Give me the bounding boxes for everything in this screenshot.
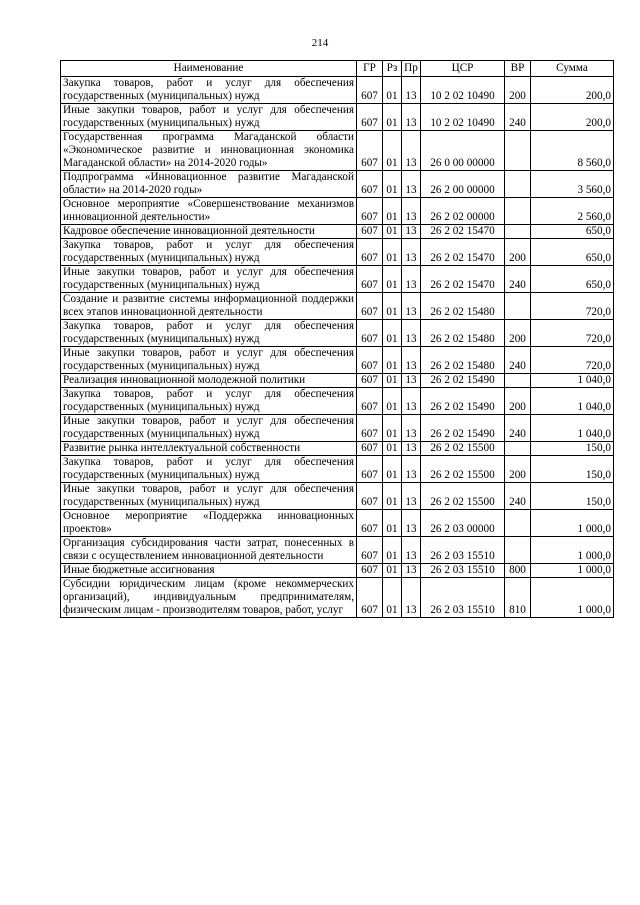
row-rz: 01 [383, 171, 402, 198]
row-vr [505, 537, 531, 564]
row-vr [505, 374, 531, 388]
table-row [61, 537, 614, 564]
row-gr: 607 [357, 388, 383, 415]
table-row [61, 131, 614, 171]
row-vr: 200 [505, 388, 531, 415]
row-pr: 13 [402, 564, 421, 578]
table-row [61, 104, 614, 131]
row-gr: 607 [357, 347, 383, 374]
row-sum: 1 040,0 [531, 415, 614, 442]
header-rz: Рз [383, 61, 402, 77]
row-sum: 650,0 [531, 266, 614, 293]
row-name: Развитие рынка интеллектуальной собственности [61, 442, 357, 456]
row-csr: 26 2 02 15490 [421, 415, 505, 442]
row-csr: 26 2 03 15510 [421, 564, 505, 578]
row-name: Государственная программа Магаданской области «Экономическое развитие и инновационная экономика Магаданской области» на 2014-2020 годы» [61, 131, 357, 171]
row-csr: 26 2 02 15470 [421, 239, 505, 266]
row-vr: 200 [505, 456, 531, 483]
row-pr: 13 [402, 456, 421, 483]
row-csr: 26 2 02 15470 [421, 266, 505, 293]
row-vr: 800 [505, 564, 531, 578]
table-row [61, 483, 614, 510]
row-gr: 607 [357, 239, 383, 266]
row-csr: 26 2 02 15490 [421, 374, 505, 388]
row-gr: 607 [357, 510, 383, 537]
row-rz: 01 [383, 266, 402, 293]
row-vr: 240 [505, 483, 531, 510]
row-sum: 2 560,0 [531, 198, 614, 225]
row-vr: 200 [505, 320, 531, 347]
row-vr: 240 [505, 347, 531, 374]
row-pr: 13 [402, 320, 421, 347]
row-csr: 26 2 02 15480 [421, 320, 505, 347]
table-row [61, 510, 614, 537]
row-rz: 01 [383, 198, 402, 225]
header-gr: ГР [357, 61, 383, 77]
row-name: Иные закупки товаров, работ и услуг для обеспечения государственных (муниципальных) нужд [61, 347, 357, 374]
row-csr: 26 2 02 15470 [421, 225, 505, 239]
row-pr: 13 [402, 483, 421, 510]
table-row [61, 171, 614, 198]
row-gr: 607 [357, 483, 383, 510]
row-sum: 200,0 [531, 104, 614, 131]
row-pr: 13 [402, 415, 421, 442]
row-pr: 13 [402, 171, 421, 198]
row-rz: 01 [383, 456, 402, 483]
row-pr: 13 [402, 388, 421, 415]
row-name: Субсидии юридическим лицам (кроме некоммерческих организаций), индивидуальным предпринимателям, физическим лицам - производителям товаров, работ, услуг [61, 578, 357, 618]
row-vr [505, 225, 531, 239]
row-gr: 607 [357, 564, 383, 578]
row-pr: 13 [402, 225, 421, 239]
row-name: Иные бюджетные ассигнования [61, 564, 357, 578]
row-gr: 607 [357, 131, 383, 171]
row-pr: 13 [402, 293, 421, 320]
row-name: Основное мероприятие «Совершенствование механизмов инновационной деятельности» [61, 198, 357, 225]
header-csr: ЦСР [421, 61, 505, 77]
row-vr [505, 131, 531, 171]
row-sum: 1 000,0 [531, 537, 614, 564]
row-rz: 01 [383, 578, 402, 618]
row-pr: 13 [402, 347, 421, 374]
row-name: Создание и развитие системы информационной поддержки всех этапов инновационной деятельности [61, 293, 357, 320]
row-rz: 01 [383, 239, 402, 266]
table-row [61, 564, 614, 578]
row-sum: 1 000,0 [531, 564, 614, 578]
budget-table [60, 60, 614, 618]
page-number: 214 [311, 37, 329, 49]
row-csr: 26 2 02 15480 [421, 347, 505, 374]
row-gr: 607 [357, 374, 383, 388]
row-name: Закупка товаров, работ и услуг для обеспечения государственных (муниципальных) нужд [61, 456, 357, 483]
row-gr: 607 [357, 293, 383, 320]
table-row [61, 239, 614, 266]
row-csr: 26 2 02 15480 [421, 293, 505, 320]
row-pr: 13 [402, 104, 421, 131]
table-row [61, 266, 614, 293]
row-gr: 607 [357, 171, 383, 198]
row-sum: 720,0 [531, 293, 614, 320]
row-name: Кадровое обеспечение инновационной деятельности [61, 225, 357, 239]
row-gr: 607 [357, 537, 383, 564]
row-rz: 01 [383, 483, 402, 510]
table-row [61, 320, 614, 347]
table-row [61, 374, 614, 388]
row-rz: 01 [383, 442, 402, 456]
row-pr: 13 [402, 131, 421, 171]
header-vr: ВР [505, 61, 531, 77]
row-gr: 607 [357, 104, 383, 131]
row-sum: 1 040,0 [531, 374, 614, 388]
row-pr: 13 [402, 537, 421, 564]
header-row [61, 61, 614, 77]
row-gr: 607 [357, 442, 383, 456]
table-row [61, 578, 614, 618]
row-rz: 01 [383, 104, 402, 131]
row-vr [505, 510, 531, 537]
row-rz: 01 [383, 131, 402, 171]
row-rz: 01 [383, 293, 402, 320]
row-name: Иные закупки товаров, работ и услуг для обеспечения государственных (муниципальных) нужд [61, 266, 357, 293]
table-row [61, 77, 614, 104]
row-rz: 01 [383, 374, 402, 388]
row-name: Закупка товаров, работ и услуг для обеспечения государственных (муниципальных) нужд [61, 239, 357, 266]
row-gr: 607 [357, 415, 383, 442]
row-vr: 810 [505, 578, 531, 618]
row-sum: 1 000,0 [531, 578, 614, 618]
row-rz: 01 [383, 77, 402, 104]
row-name: Иные закупки товаров, работ и услуг для обеспечения государственных (муниципальных) нужд [61, 415, 357, 442]
row-vr: 240 [505, 415, 531, 442]
row-pr: 13 [402, 266, 421, 293]
row-vr [505, 171, 531, 198]
row-pr: 13 [402, 374, 421, 388]
table-row [61, 442, 614, 456]
table-row [61, 198, 614, 225]
row-rz: 01 [383, 225, 402, 239]
row-sum: 8 560,0 [531, 131, 614, 171]
row-pr: 13 [402, 510, 421, 537]
row-pr: 13 [402, 578, 421, 618]
row-vr [505, 293, 531, 320]
row-pr: 13 [402, 239, 421, 266]
row-name: Закупка товаров, работ и услуг для обеспечения государственных (муниципальных) нужд [61, 320, 357, 347]
row-csr: 26 2 03 15510 [421, 537, 505, 564]
row-vr: 240 [505, 104, 531, 131]
table-row [61, 225, 614, 239]
row-name: Иные закупки товаров, работ и услуг для обеспечения государственных (муниципальных) нужд [61, 104, 357, 131]
row-csr: 26 0 00 00000 [421, 131, 505, 171]
row-pr: 13 [402, 442, 421, 456]
row-sum: 650,0 [531, 239, 614, 266]
row-rz: 01 [383, 320, 402, 347]
row-csr: 26 2 03 15510 [421, 578, 505, 618]
row-rz: 01 [383, 537, 402, 564]
row-sum: 200,0 [531, 77, 614, 104]
row-csr: 10 2 02 10490 [421, 104, 505, 131]
table-row [61, 347, 614, 374]
header-name: Наименование [61, 61, 357, 77]
row-csr: 10 2 02 10490 [421, 77, 505, 104]
row-rz: 01 [383, 388, 402, 415]
table-row [61, 388, 614, 415]
row-gr: 607 [357, 320, 383, 347]
row-pr: 13 [402, 198, 421, 225]
row-vr: 240 [505, 266, 531, 293]
row-gr: 607 [357, 266, 383, 293]
row-name: Основное мероприятие «Поддержка инновационных проектов» [61, 510, 357, 537]
row-sum: 1 040,0 [531, 388, 614, 415]
row-sum: 720,0 [531, 320, 614, 347]
row-name: Закупка товаров, работ и услуг для обеспечения государственных (муниципальных) нужд [61, 388, 357, 415]
row-gr: 607 [357, 225, 383, 239]
row-gr: 607 [357, 456, 383, 483]
table-row [61, 456, 614, 483]
row-name: Реализация инновационной молодежной политики [61, 374, 357, 388]
row-name: Подпрограмма «Инновационное развитие Магаданской области» на 2014-2020 годы» [61, 171, 357, 198]
row-gr: 607 [357, 578, 383, 618]
row-rz: 01 [383, 347, 402, 374]
row-sum: 1 000,0 [531, 510, 614, 537]
table-row [61, 293, 614, 320]
header-pr: Пр [402, 61, 421, 77]
row-sum: 720,0 [531, 347, 614, 374]
row-sum: 3 560,0 [531, 171, 614, 198]
row-sum: 150,0 [531, 442, 614, 456]
row-rz: 01 [383, 510, 402, 537]
row-csr: 26 2 00 00000 [421, 171, 505, 198]
row-csr: 26 2 02 15500 [421, 442, 505, 456]
table-row [61, 415, 614, 442]
row-sum: 150,0 [531, 456, 614, 483]
row-csr: 26 2 02 15490 [421, 388, 505, 415]
row-name: Иные закупки товаров, работ и услуг для обеспечения государственных (муниципальных) нужд [61, 483, 357, 510]
row-sum: 650,0 [531, 225, 614, 239]
row-csr: 26 2 02 00000 [421, 198, 505, 225]
row-name: Организация субсидирования части затрат, понесенных в связи с осуществлением инновационной деятельности [61, 537, 357, 564]
row-vr: 200 [505, 77, 531, 104]
row-vr [505, 198, 531, 225]
row-csr: 26 2 02 15500 [421, 456, 505, 483]
row-csr: 26 2 02 15500 [421, 483, 505, 510]
row-rz: 01 [383, 564, 402, 578]
row-vr: 200 [505, 239, 531, 266]
row-name: Закупка товаров, работ и услуг для обеспечения государственных (муниципальных) нужд [61, 77, 357, 104]
row-sum: 150,0 [531, 483, 614, 510]
row-gr: 607 [357, 77, 383, 104]
header-sum: Сумма [531, 61, 614, 77]
row-rz: 01 [383, 415, 402, 442]
row-pr: 13 [402, 77, 421, 104]
row-vr [505, 442, 531, 456]
row-gr: 607 [357, 198, 383, 225]
row-csr: 26 2 03 00000 [421, 510, 505, 537]
